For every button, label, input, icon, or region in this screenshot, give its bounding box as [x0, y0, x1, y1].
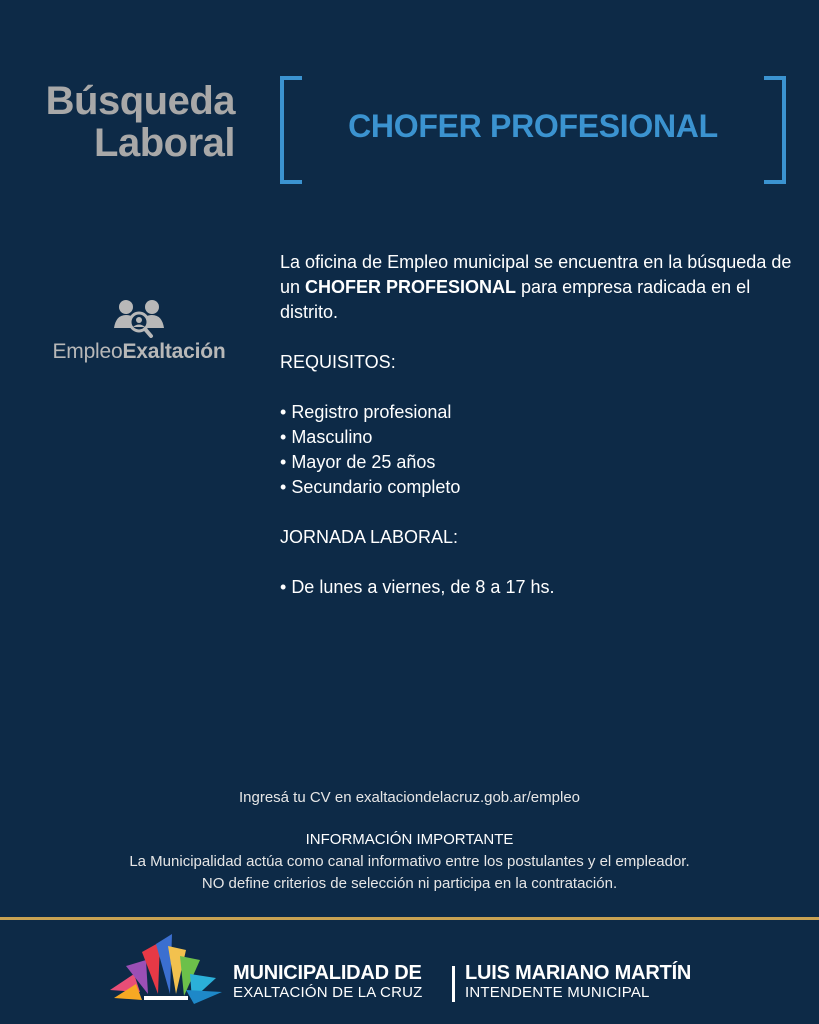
- intro-part1: La oficina de Empleo municipal se encuentra en la búsqueda de un: [280, 252, 792, 297]
- footer-separator: [452, 966, 455, 1002]
- heading-line-1: Búsqueda: [45, 79, 235, 123]
- cv-instructions: Ingresá tu CV en exaltaciondelacruz.gob.ar/empleo: [238, 789, 581, 806]
- intro-bold: CHOFER PROFESIONAL: [305, 277, 517, 297]
- requirement-item: • Masculino: [280, 425, 795, 450]
- job-description: [280, 250, 795, 600]
- requirement-item: • Registro profesional: [280, 400, 795, 425]
- schedule-title: JORNADA LABORAL:: [280, 527, 459, 547]
- municipality-name: [233, 963, 423, 1001]
- mayor-line-1: LUIS MARIANO MARTÍN: [465, 962, 692, 984]
- job-title-box: [280, 76, 786, 180]
- logo-text: [28, 340, 250, 364]
- logo-text-part1: Empleo: [52, 340, 123, 363]
- page-heading: [30, 80, 235, 164]
- empleo-logo: [28, 298, 250, 364]
- heading-line-2: Laboral: [94, 121, 235, 165]
- schedule-item: • De lunes a viernes, de 8 a 17 hs.: [280, 575, 795, 600]
- mayor-line-2: INTENDENTE MUNICIPAL: [465, 984, 650, 1001]
- logo-text-part2: Exaltación: [122, 340, 226, 363]
- info-line-1: La Municipalidad actúa como canal informativo entre los postulantes y el empleador.: [129, 853, 690, 870]
- requirement-item: • Mayor de 25 años: [280, 450, 795, 475]
- colorful-crown-logo: [106, 934, 224, 1006]
- requirement-item: • Secundario completo: [280, 475, 795, 500]
- info-line-2: NO define criterios de selección ni participa en la contratación.: [201, 875, 618, 892]
- muni-line-1: MUNICIPALIDAD DE: [233, 962, 422, 984]
- people-search-icon: [114, 298, 164, 338]
- info-title: INFORMACIÓN IMPORTANTE: [305, 831, 514, 848]
- intro-part2: para empresa radicada en el distrito.: [280, 277, 751, 322]
- muni-line-2: EXALTACIÓN DE LA CRUZ: [233, 984, 423, 1001]
- footer-divider: [0, 917, 819, 920]
- requirements-title: REQUISITOS:: [280, 352, 396, 372]
- mayor-name: [465, 963, 691, 1001]
- job-title: CHOFER PROFESIONAL: [348, 108, 718, 144]
- intro-paragraph: [280, 250, 795, 325]
